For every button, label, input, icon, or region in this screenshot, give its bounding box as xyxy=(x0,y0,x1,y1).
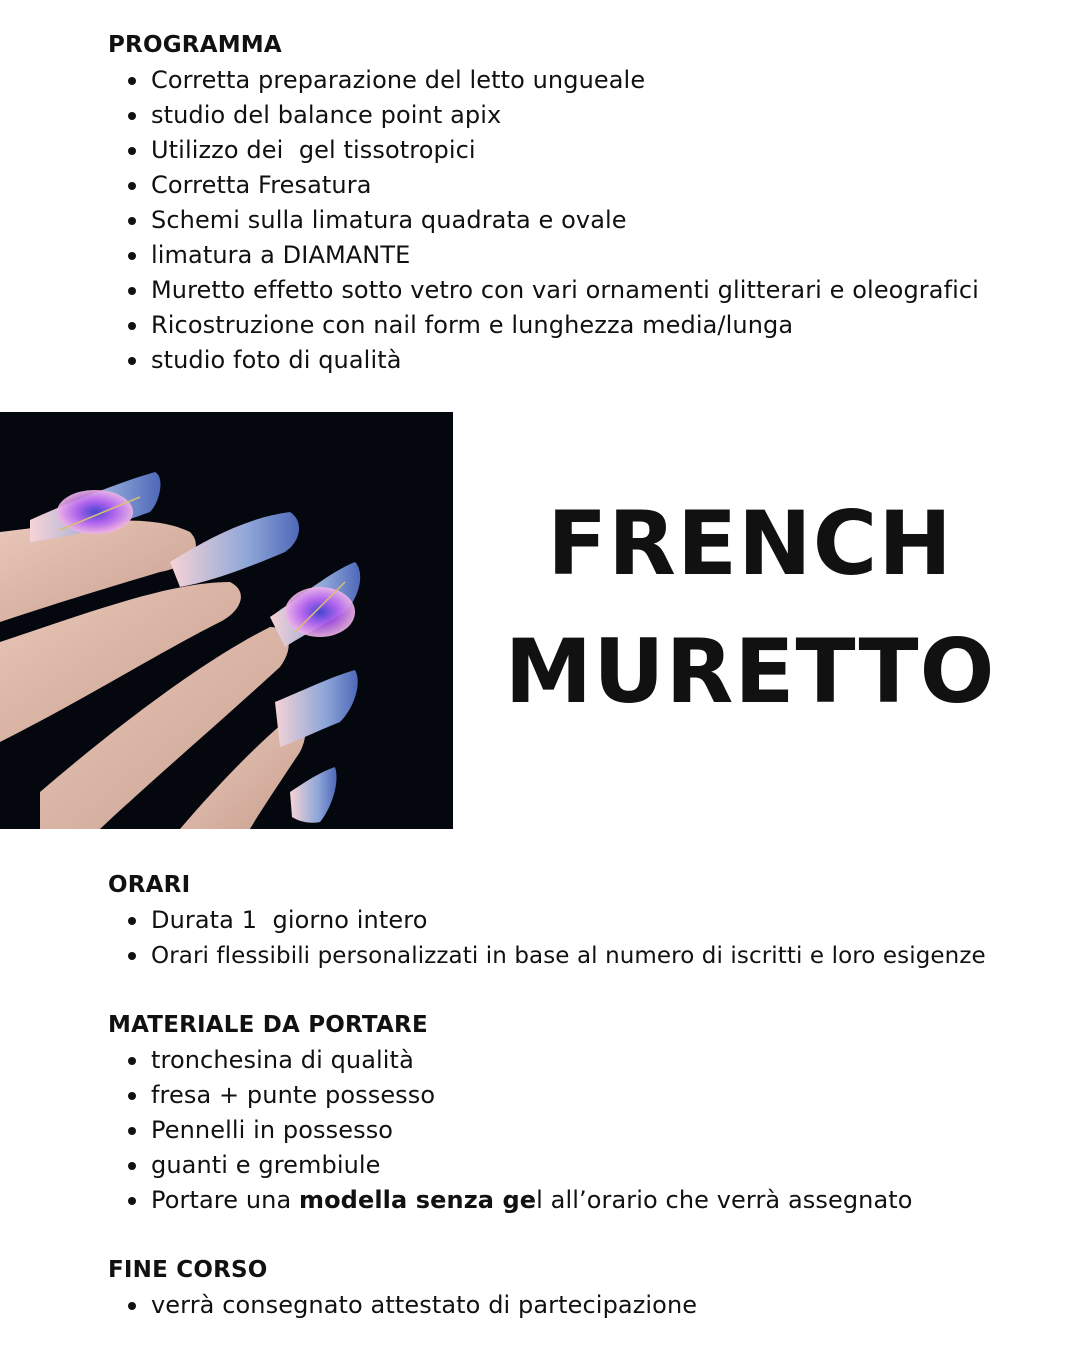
bullet-icon xyxy=(128,77,136,85)
list-item: guanti e grembiule xyxy=(108,1148,913,1183)
bullet-icon xyxy=(128,357,136,365)
list-item: Durata 1 giorno intero xyxy=(108,903,986,938)
list-item: Pennelli in possesso xyxy=(108,1113,913,1148)
orari-section xyxy=(108,868,986,974)
list-item: studio del balance point apix xyxy=(108,98,979,133)
bullet-icon xyxy=(128,917,136,925)
list-item: studio foto di qualità xyxy=(108,343,979,378)
bold-text: modella senza ge xyxy=(298,1186,537,1214)
bullet-icon xyxy=(128,252,136,260)
bullet-icon xyxy=(128,1197,136,1205)
bullet-icon xyxy=(128,1162,136,1170)
list-item: Muretto effetto sotto vetro con vari ornamenti glitterari e oleografici xyxy=(108,273,979,308)
fine-corso-section xyxy=(108,1253,697,1323)
materiale-heading: MATERIALE DA PORTARE xyxy=(108,1012,428,1038)
orari-heading: ORARI xyxy=(108,872,191,898)
fine-corso-heading: FINE CORSO xyxy=(108,1257,268,1283)
bullet-icon xyxy=(128,287,136,295)
programma-section xyxy=(108,28,979,378)
bullet-icon xyxy=(128,182,136,190)
course-title xyxy=(480,480,1020,736)
bullet-icon xyxy=(128,1302,136,1310)
bullet-icon xyxy=(128,1127,136,1135)
bullet-icon xyxy=(128,147,136,155)
title-line-2: MURETTO xyxy=(504,620,996,723)
list-item: Corretta Fresatura xyxy=(108,168,979,203)
materiale-section xyxy=(108,1008,913,1218)
bullet-icon xyxy=(128,217,136,225)
list-item: fresa + punte possesso xyxy=(108,1078,913,1113)
list-item: Ricostruzione con nail form e lunghezza media/lunga xyxy=(108,308,979,343)
list-item: Orari flessibili personalizzati in base al numero di iscritti e loro esigenze xyxy=(108,938,986,974)
list-item: Schemi sulla limatura quadrata e ovale xyxy=(108,203,979,238)
list-item: limatura a DIAMANTE xyxy=(108,238,979,273)
orari-list xyxy=(108,903,986,974)
list-item: Utilizzo dei gel tissotropici xyxy=(108,133,979,168)
fine-corso-list xyxy=(108,1288,697,1323)
list-item: Corretta preparazione del letto ungueale xyxy=(108,63,979,98)
bullet-icon xyxy=(128,952,136,960)
title-line-1: FRENCH xyxy=(547,492,953,595)
nails-photo xyxy=(0,412,453,829)
bullet-icon xyxy=(128,322,136,330)
list-item: tronchesina di qualità xyxy=(108,1043,913,1078)
bullet-icon xyxy=(128,112,136,120)
list-item: Portare una modella senza gel all’orario che verrà assegnato xyxy=(108,1183,913,1218)
bullet-icon xyxy=(128,1057,136,1065)
programma-list xyxy=(108,63,979,378)
bullet-icon xyxy=(128,1092,136,1100)
list-item: verrà consegnato attestato di partecipazione xyxy=(108,1288,697,1323)
programma-heading: PROGRAMMA xyxy=(108,32,282,58)
materiale-list xyxy=(108,1043,913,1218)
